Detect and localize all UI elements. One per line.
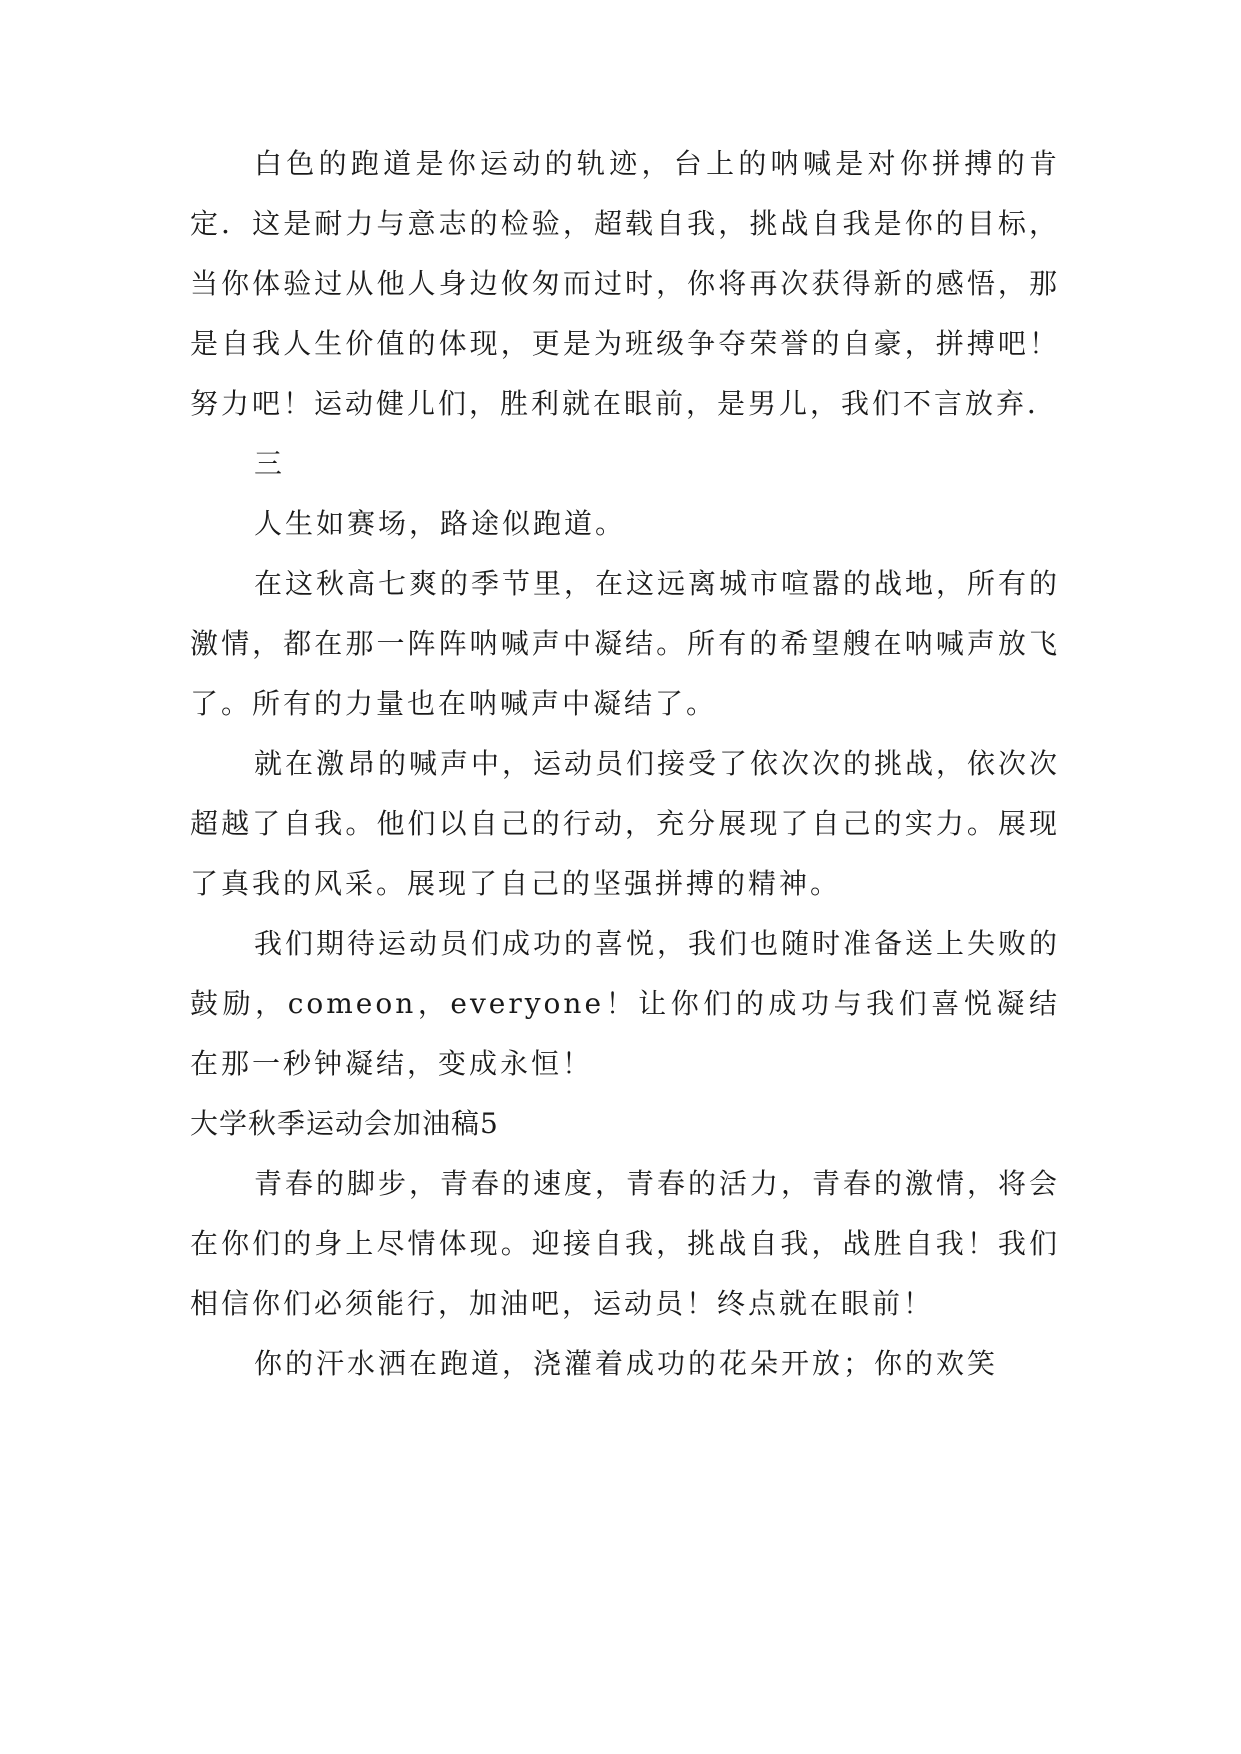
paragraph: 就在激昂的喊声中，运动员们接受了依次次的挑战，依次次超越了自我。他们以自己的行动，充分展现了自己的实力。展现了真我的风采。展现了自己的坚强拼搏的精神。 xyxy=(190,747,1061,900)
section-number: 三 xyxy=(254,447,286,480)
section-heading: 大学秋季运动会加油稿5 xyxy=(190,1107,499,1140)
paragraph: 白色的跑道是你运动的轨迹，台上的呐喊是对你拼搏的肯定．这是耐力与意志的检验，超载自我，挑战自我是你的目标，当你体验过从他人身边攸匆而过时，你将再次获得新的感悟，那是自我人生价值的体现，更是为班级争夺荣誉的自豪，拼搏吧！努力吧！运动健儿们，胜利就在眼前，是男儿，我们不言放弃． xyxy=(190,147,1060,420)
text-block-2 xyxy=(190,1094,1060,1394)
paragraph: 青春的脚步，青春的速度，青春的活力，青春的激情，将会在你们的身上尽情体现。迎接自我，挑战自我，战胜自我！我们相信你们必须能行，加油吧，运动员！终点就在眼前！ xyxy=(190,1167,1061,1320)
paragraph: 你的汗水洒在跑道，浇灌着成功的花朵开放；你的欢笑 xyxy=(254,1347,999,1380)
paragraph: 在这秋高七爽的季节里，在这远离城市喧嚣的战地，所有的激情，都在那一阵阵呐喊声中凝结。所有的希望艘在呐喊声放飞了。所有的力量也在呐喊声中凝结了。 xyxy=(190,567,1061,720)
text-block-1 xyxy=(190,134,1060,1094)
paragraph: 人生如赛场，路途似跑道。 xyxy=(254,507,627,540)
paragraph: 我们期待运动员们成功的喜悦，我们也随时准备送上失败的鼓励，comeon，everyone！让你们的成功与我们喜悦凝结在那一秒钟凝结，变成永恒！ xyxy=(190,927,1061,1080)
